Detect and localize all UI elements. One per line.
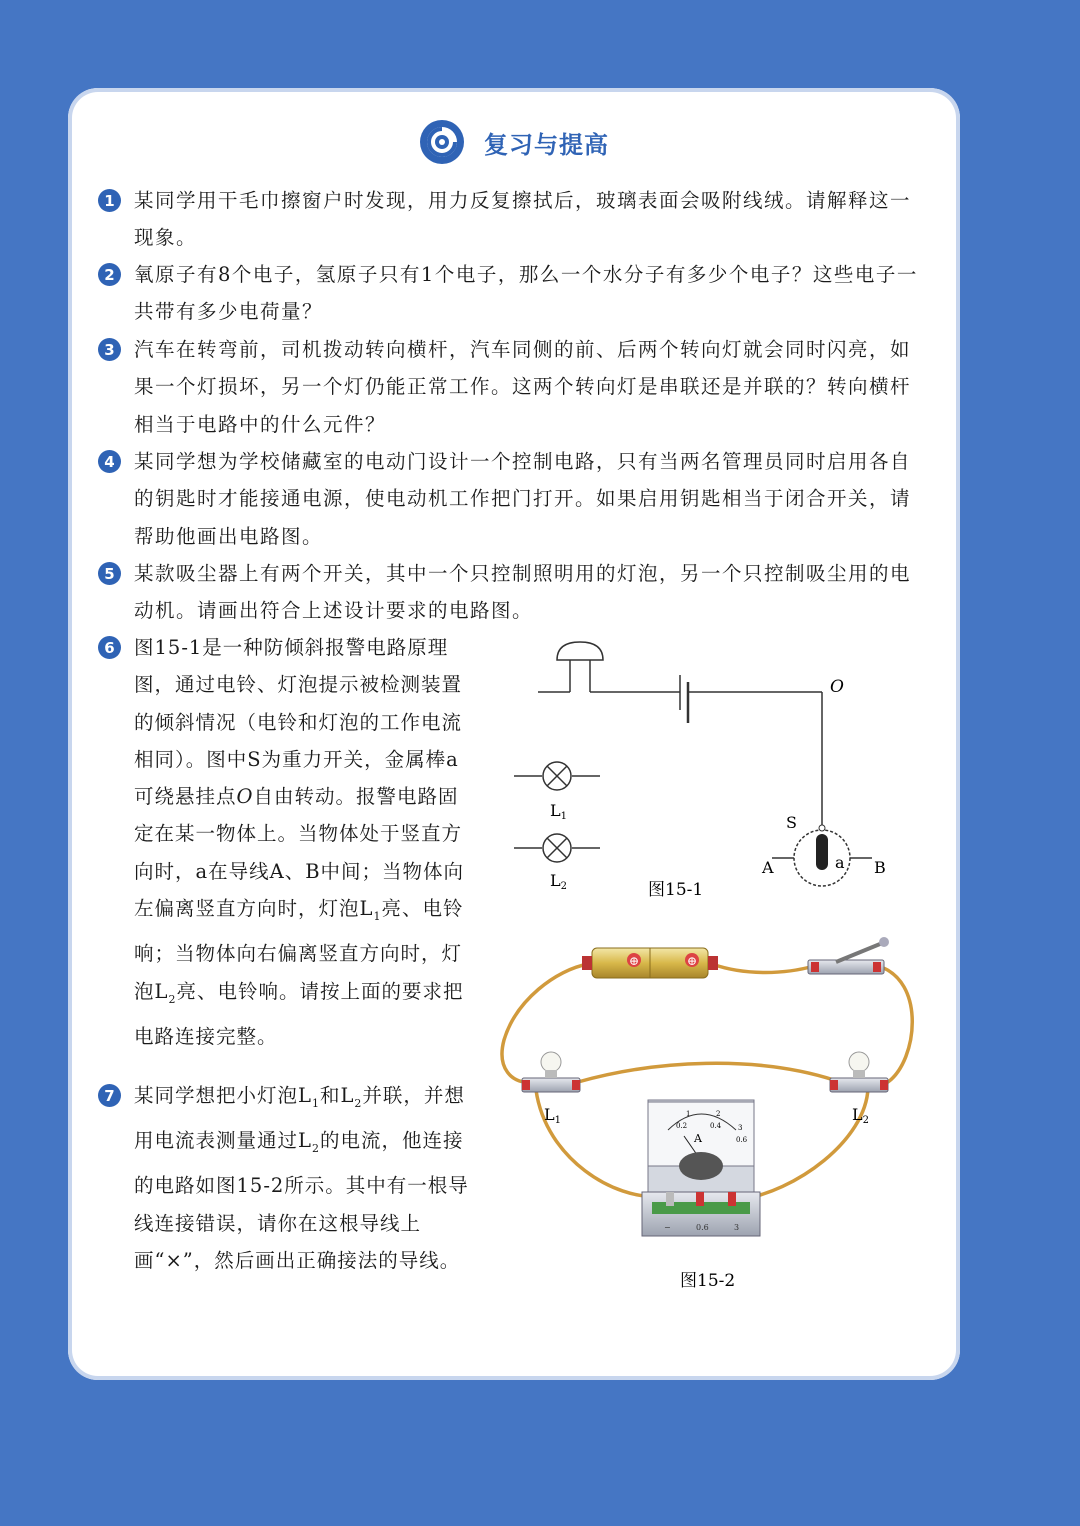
target-logo-icon <box>418 118 466 166</box>
question-number: 1 <box>98 189 121 212</box>
ammeter <box>642 1100 760 1236</box>
metal-rod-a <box>816 834 828 870</box>
lamp-l1 <box>522 1052 580 1092</box>
figure-15-1 <box>500 630 920 910</box>
svg-text:−: − <box>664 1223 671 1232</box>
question-6: 图15-1是一种防倾斜报警电路原理图，通过电铃、灯泡提示被检测装置的倾斜情况（电铃和灯泡的工作电流相同）。图中S为重力开关，金属棒a可绕悬挂点O自由转动。报警电路固定在某一物体上。当物体处于竖直方向时，a在导线A、B中间；当物体向左偏离竖直方向时，灯泡$L_1$亮、电铃响；当物体向右偏离竖直方向时，灯泡$L_2$亮、电铃响。请按上面的要求把电路连接完整。 <box>134 636 465 1048</box>
figure-caption: 图15-2 <box>680 1271 736 1291</box>
svg-text:0.6: 0.6 <box>736 1136 748 1144</box>
question-4: 某同学想为学校储藏室的电动门设计一个控制电路，只有当两名管理员同时启用各自的钥匙时才能接通电源，使电动机工作把门打开。如果启用钥匙相当于闭合开关，请帮助他画出电路图。 <box>134 450 912 548</box>
label-a-rod: a <box>835 853 845 872</box>
ammeter-unit: A <box>694 1132 702 1145</box>
lamp-l2 <box>830 1052 888 1092</box>
svg-text:3: 3 <box>734 1223 740 1232</box>
question-number: 3 <box>98 338 121 361</box>
battery-pack <box>582 948 718 978</box>
label-l1: L1 <box>550 801 567 822</box>
section-header <box>418 117 609 167</box>
bell-symbol <box>557 642 603 660</box>
knife-switch <box>808 937 889 974</box>
section-title: 复习与提高 <box>484 130 609 159</box>
label-o: O <box>830 677 844 697</box>
question-number: 2 <box>98 263 121 286</box>
question-2: 氧原子有8个电子，氢原子只有1个电子，那么一个水分子有多少个电子？这些电子一共带有多少电荷量？ <box>134 263 918 324</box>
label-l2: L2 <box>550 871 567 892</box>
label-A: A <box>762 858 774 877</box>
question-number: 5 <box>98 562 121 585</box>
question-number: 7 <box>98 1084 121 1107</box>
label-l2: L2 <box>852 1105 869 1126</box>
label-s: S <box>786 813 797 832</box>
figure-15-2 <box>496 930 926 1300</box>
battery-plus-mark: ⊕ <box>687 954 698 968</box>
question-number: 4 <box>98 450 121 473</box>
question-7: 某同学想把小灯泡$L_1$和$L_2$并联，并想用电流表测量通过$L_2$的电流，他连接的电路如图15-2所示。其中有一根导线连接错误，请你在这根导线上画“×”，然后画出正确接法的导线。 <box>134 1084 469 1272</box>
label-l1: L1 <box>544 1105 561 1126</box>
svg-text:1: 1 <box>686 1110 691 1118</box>
svg-text:0.4: 0.4 <box>710 1122 722 1130</box>
svg-text:0.6: 0.6 <box>696 1223 709 1232</box>
svg-text:3: 3 <box>738 1124 743 1132</box>
battery-plus-mark: ⊕ <box>629 954 640 968</box>
question-1: 某同学用干毛巾擦窗户时发现，用力反复擦拭后，玻璃表面会吸附线绒。请解释这一现象。 <box>134 189 912 250</box>
svg-text:0.2: 0.2 <box>676 1122 688 1130</box>
question-5: 某款吸尘器上有两个开关，其中一个只控制照明用的灯泡，另一个只控制吸尘用的电动机。请画出符合上述设计要求的电路图。 <box>134 562 912 623</box>
question-3: 汽车在转弯前，司机拨动转向横杆，汽车同侧的前、后两个转向灯就会同时闪亮，如果一个灯损坏，另一个灯仍能正常工作。这两个转向灯是串联还是并联的？转向横杆相当于电路中的什么元件？ <box>134 338 912 436</box>
label-B: B <box>874 858 886 877</box>
figure-caption: 图15-1 <box>648 880 704 900</box>
svg-text:2: 2 <box>716 1110 721 1118</box>
question-number: 6 <box>98 636 121 659</box>
